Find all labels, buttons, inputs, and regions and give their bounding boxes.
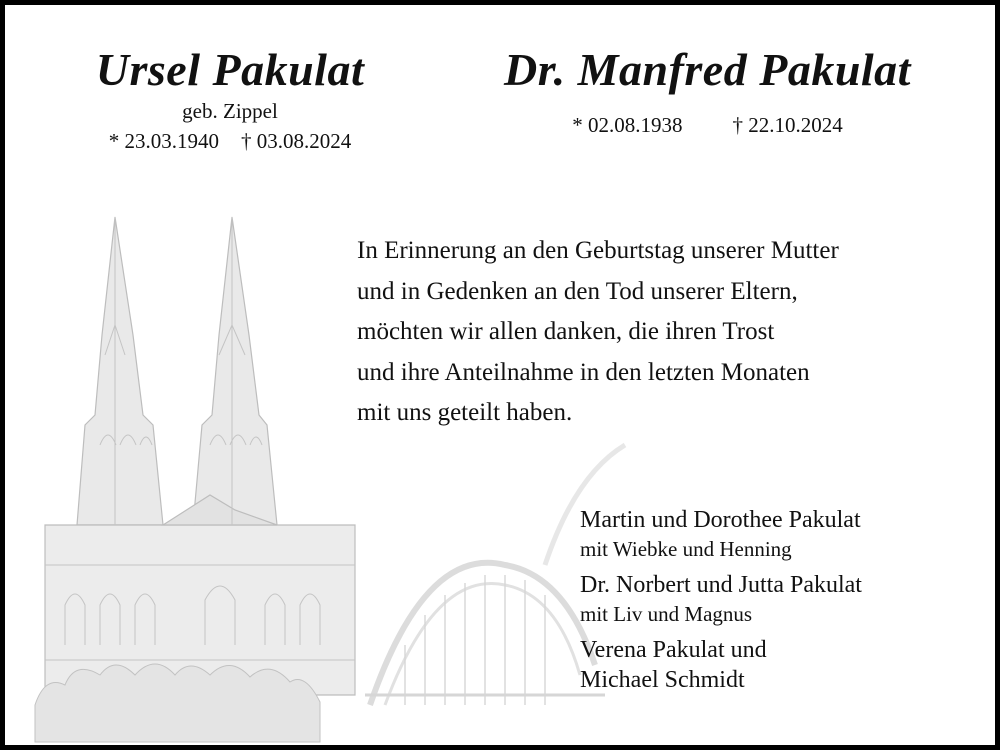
person-name-ursel: Ursel Pakulat [95,44,365,95]
life-dates-manfred [460,113,955,138]
birth-date: * 02.08.1938 [572,113,683,137]
message-line: und ihre Anteilnahme in den letzten Monaten [357,358,810,386]
signer-family: mit Wiebke und Henning [580,537,792,561]
message-line: mit uns geteilt haben. [357,399,573,426]
life-dates-ursel [45,129,415,154]
signer-name: Dr. Norbert und Jutta Pakulat [580,572,862,598]
signers-list [580,505,980,695]
birth-date: * 23.03.1940 [108,129,219,153]
signer-family: mit Liv und Magnus [580,602,753,626]
signer-name: Martin und Dorothee Pakulat [580,507,861,533]
thank-you-message [357,231,957,434]
message-line: und in Gedenken an den Tod unserer Eltern, [357,277,798,305]
death-date: † 03.08.2024 [241,129,352,153]
person-name-manfred: Dr. Manfred Pakulat [504,44,911,95]
signer-name: Verena Pakulat und [580,637,767,663]
message-line: möchten wir allen danken, die ihren Trost [357,318,775,345]
signer-name: Michael Schmidt [580,667,745,693]
death-date: † 22.10.2024 [732,113,843,137]
message-line: In Erinnerung an den Geburtstag unserer Mutter [357,237,839,264]
birth-name-ursel: geb. Zippel [182,99,278,123]
